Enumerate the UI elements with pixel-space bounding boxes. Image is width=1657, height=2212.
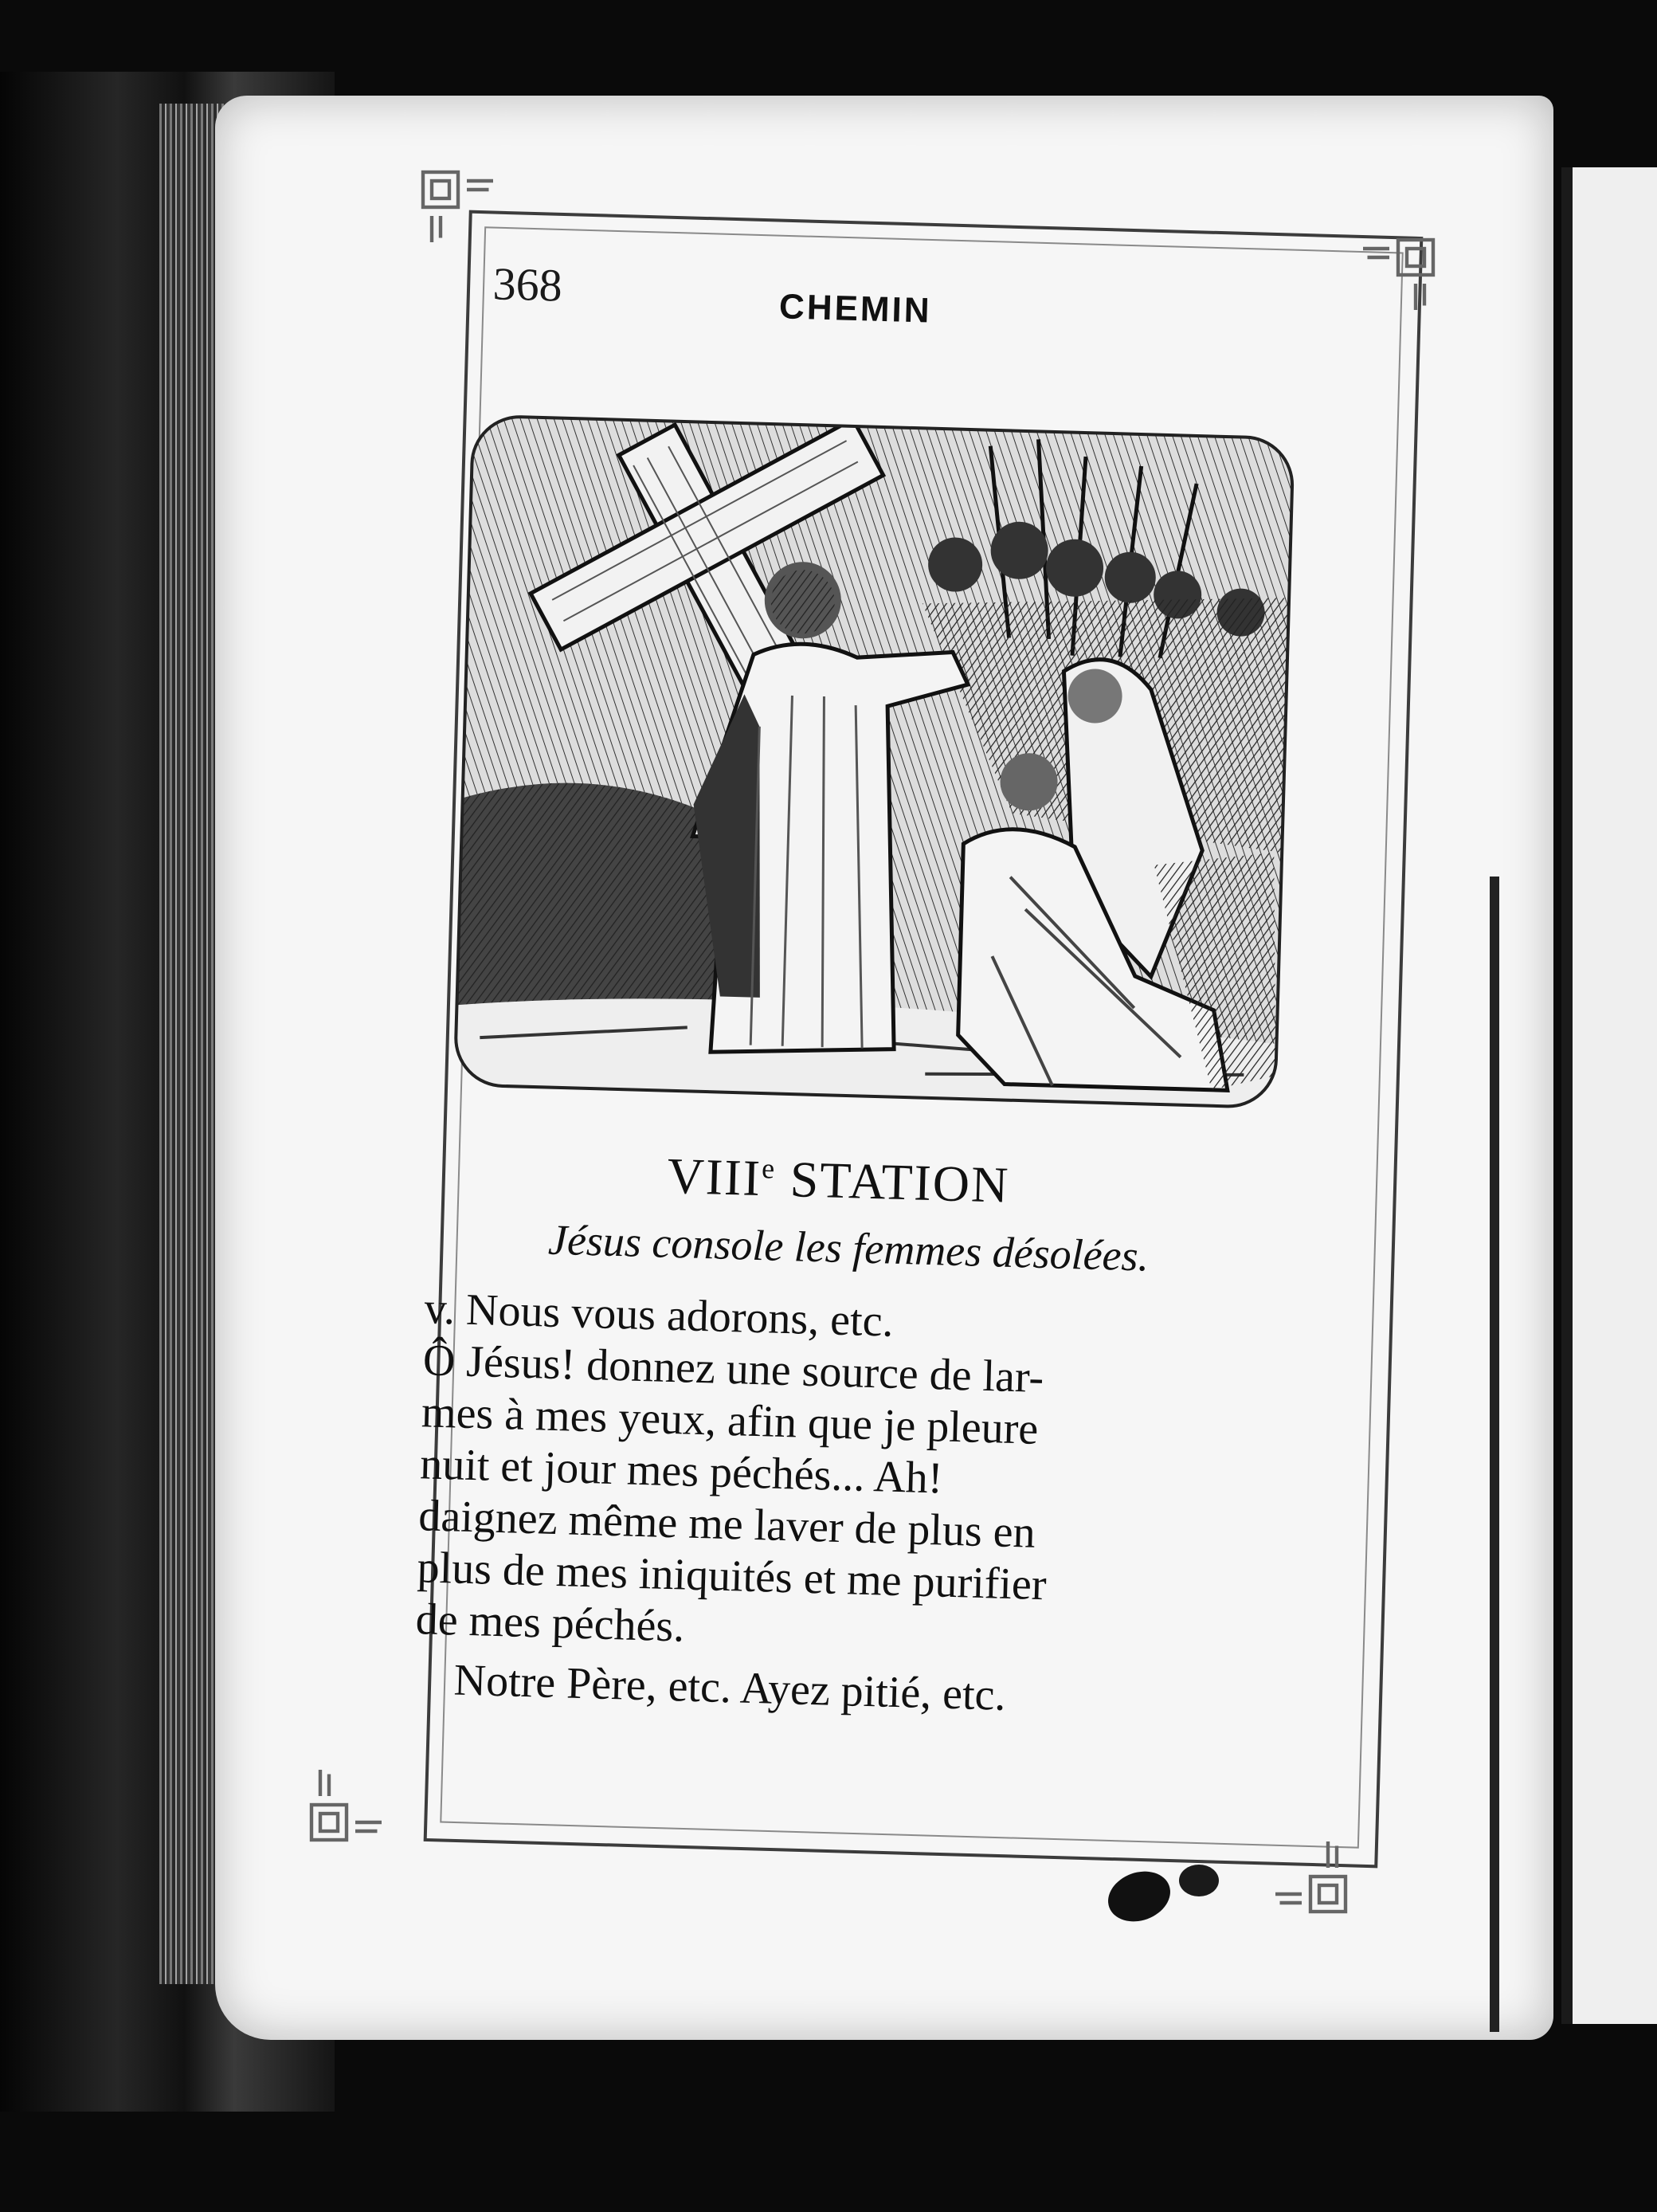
station-numeral: VIII — [666, 1147, 762, 1207]
prayer-text — [413, 1283, 1253, 1728]
closing-line: Notre Père, etc. Ayez pitié, etc. — [452, 1655, 1007, 1720]
greek-key-ornament-icon — [1354, 231, 1442, 319]
greek-key-ornament-icon — [414, 163, 502, 251]
running-head: CHEMIN — [778, 287, 933, 331]
versicle-text: Nous vous adorons, etc. — [465, 1284, 895, 1347]
prayer-line: plus de mes iniquités et me purifier — [416, 1543, 1048, 1610]
prayer-line: mes à mes yeux, afin que je pleure — [421, 1387, 1040, 1454]
page-crease — [1490, 877, 1499, 2032]
prayer-line: daignez même me laver de plus en — [417, 1491, 1036, 1558]
stations-of-the-cross-engraving — [446, 383, 1302, 1124]
greek-key-ornament-icon — [303, 1761, 390, 1849]
ink-smudge — [1179, 1865, 1219, 1896]
page-content — [386, 247, 1291, 1848]
prayer-line: Ô Jésus! donnez une source de lar- — [422, 1335, 1045, 1403]
greek-key-ornament-icon — [1267, 1833, 1354, 1920]
prayer-line: de mes péchés. — [415, 1594, 686, 1652]
station-word: STATION — [789, 1151, 1011, 1214]
adjacent-page — [1561, 167, 1657, 2024]
station-superscript: e — [761, 1152, 777, 1185]
station-subtitle: Jésus console les femmes désolées. — [547, 1215, 1150, 1281]
versicle-mark: v. — [423, 1284, 456, 1335]
prayer-line: nuit et jour mes péchés... Ah! — [419, 1439, 944, 1504]
page-number: 368 — [492, 257, 563, 312]
station-title — [404, 1139, 1274, 1222]
